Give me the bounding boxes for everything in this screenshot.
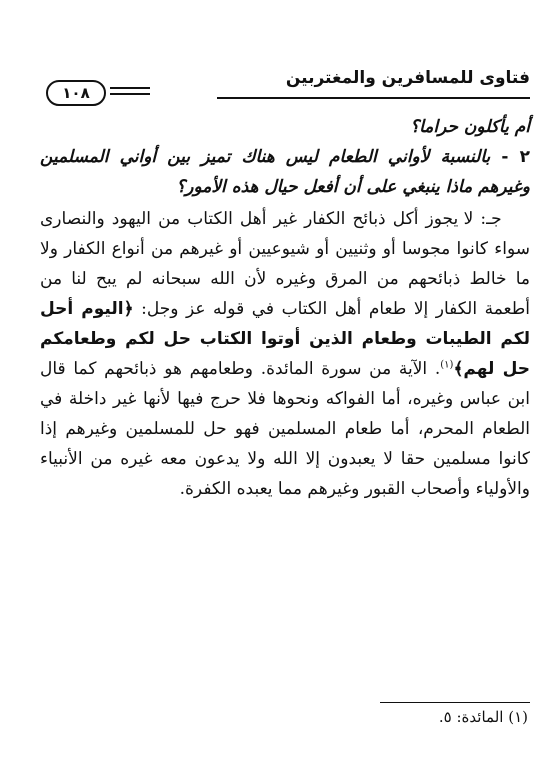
book-title: فتاوى للمسافرين والمغتربين (285, 68, 530, 88)
page-header (40, 68, 530, 108)
question-2 (40, 142, 530, 202)
question-1-tail: أم يأكلون حراما؟ (410, 117, 530, 137)
answer-paragraph (40, 204, 530, 504)
answer-part-2: . الآية من سورة المائدة. وطعامهم هو ذبائحهم كما قال ابن عباس وغيره، أما الفواكه ونحوها فلا حرج فيها لأنها غير داخلة في الطعام المحرم، أما طعام المسلمين فهو حل للمسلمين وغيرهم إذا كانوا مسلمين حقا لا يعبدون إلا الله ولا يدعون معه غيره من الأنبياء والأولياء وأصحاب القبور وغيرهم مما يعبده الكفرة. (40, 359, 530, 499)
answer-label: جـ: (480, 209, 502, 229)
question-2-number: ٢ - (501, 147, 530, 167)
main-text (40, 112, 530, 504)
page-number: ١٠٨ (46, 80, 106, 106)
quran-verse: ﴿اليوم أحل لكم الطيبات وطعام الذين أوتوا الكتاب حل لكم وطعامكم حل لهم﴾ (40, 299, 530, 379)
footnote-rule (380, 702, 530, 703)
page-number-ornament (110, 87, 150, 99)
question-2-text: بالنسبة لأواني الطعام ليس هناك تميز بين أواني المسلمين وغيرهم ماذا ينبغي على أن أفعل حيال هذه الأمور؟ (40, 147, 530, 197)
answer-part-1: لا يجوز أكل ذبائح الكفار غير أهل الكتاب من اليهود والنصارى سواء كانوا مجوسا أو وثنيين أو شيوعيين أو غيرهم من أنواع الكفار ولا ما خالط ذبائحهم من المرق وغيره لأن الله سبحانه لم يبح لنا من أطعمة الكفار إلا طعام أهل الكتاب في قوله عز وجل: (40, 209, 530, 319)
footnote-reference: (١) (440, 359, 454, 371)
header-rule (217, 97, 530, 99)
footnote: (١) المائدة: ٥. (438, 708, 528, 726)
